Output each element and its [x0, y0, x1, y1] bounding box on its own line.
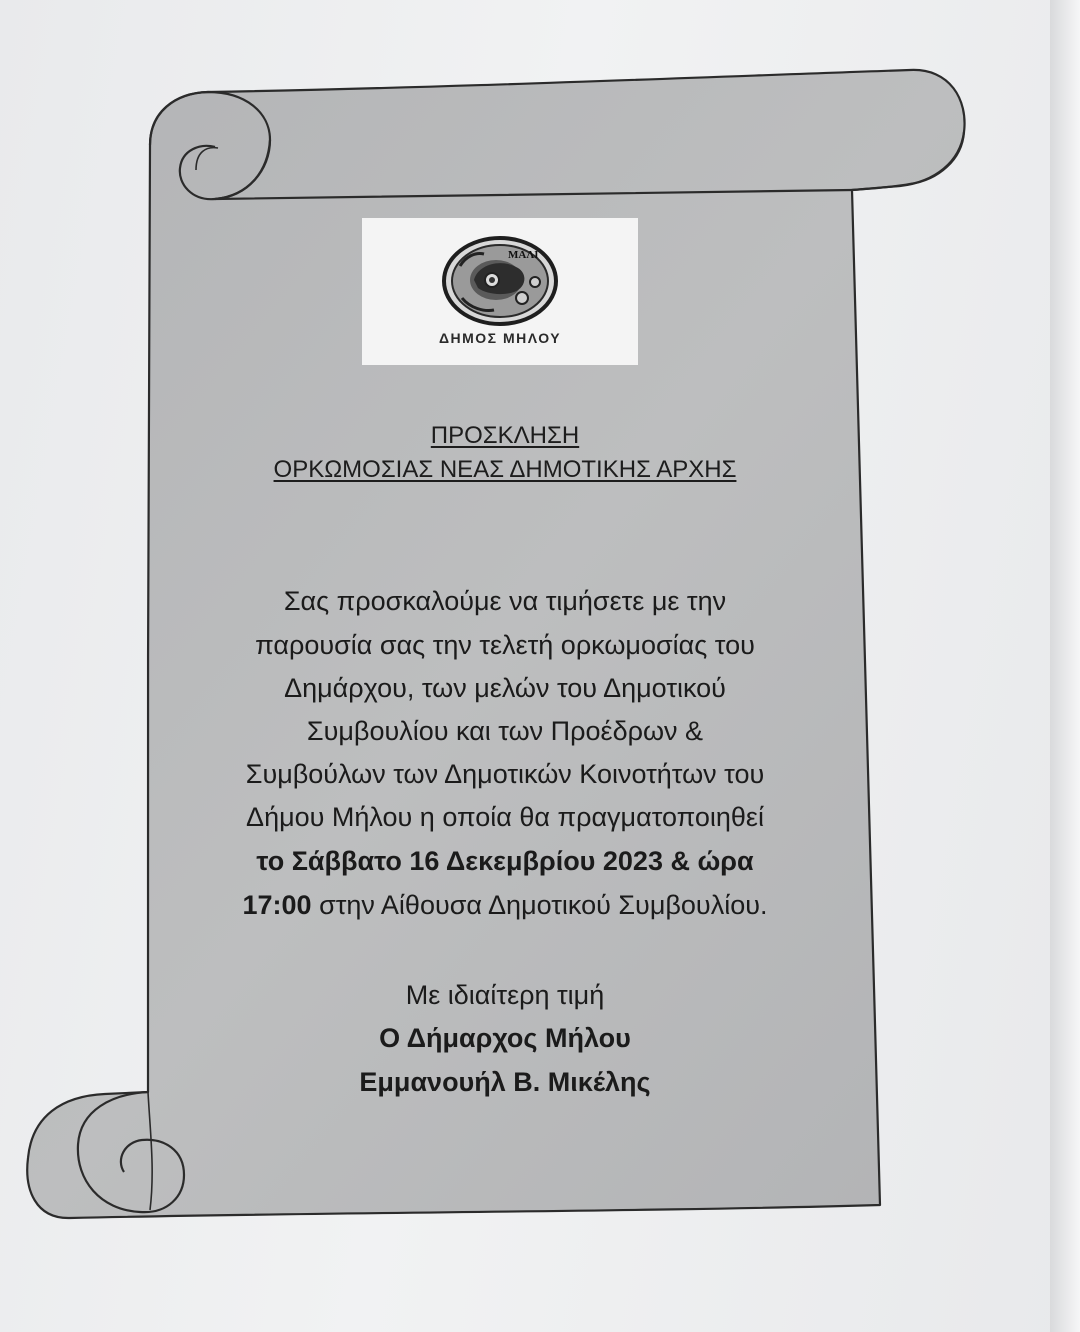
- logo-box: [362, 218, 638, 365]
- body-line: παρουσία σας την τελετή ορκωμοσίας του: [255, 630, 755, 660]
- body-line: Δημάρχου, των μελών του Δημοτικού: [284, 673, 726, 703]
- ancient-coin-seal-icon: [440, 236, 560, 326]
- svg-text:ΜΑΛΙ: ΜΑΛΙ: [508, 249, 539, 261]
- event-time: 17:00: [242, 890, 312, 920]
- body-line: Συμβούλων των Δημοτικών Κοινοτήτων του: [245, 759, 765, 789]
- closing-regards: Με ιδιαίτερη τιμή: [405, 980, 605, 1010]
- municipality-name: ΔΗΜΟΣ ΜΗΛΟΥ: [438, 330, 562, 346]
- mayor-title: Ο Δήμαρχος Μήλου: [379, 1023, 631, 1053]
- mayor-name: Εμμανουήλ Β. Μικέλης: [359, 1067, 651, 1097]
- event-place: στην Αίθουσα Δημοτικού Συμβουλίου.: [311, 890, 768, 920]
- invitation-heading: ΠΡΟΣΚΛΗΣΗ: [430, 422, 580, 449]
- time-place-line: [150, 890, 860, 921]
- date-line: το Σάββατο 16 Δεκεμβρίου 2023 & ώρα: [256, 846, 754, 876]
- body-line: Σας προσκαλούμε να τιμήσετε με την: [283, 586, 727, 616]
- body-line: Δήμου Μήλου η οποία θα πραγματοποιηθεί: [246, 802, 764, 832]
- body-line: Συμβουλίου και των Προέδρων &: [306, 716, 704, 746]
- ceremony-heading: ΟΡΚΩΜΟΣΙΑΣ ΝΕΑΣ ΔΗΜΟΤΙΚΗΣ ΑΡΧΗΣ: [273, 456, 737, 483]
